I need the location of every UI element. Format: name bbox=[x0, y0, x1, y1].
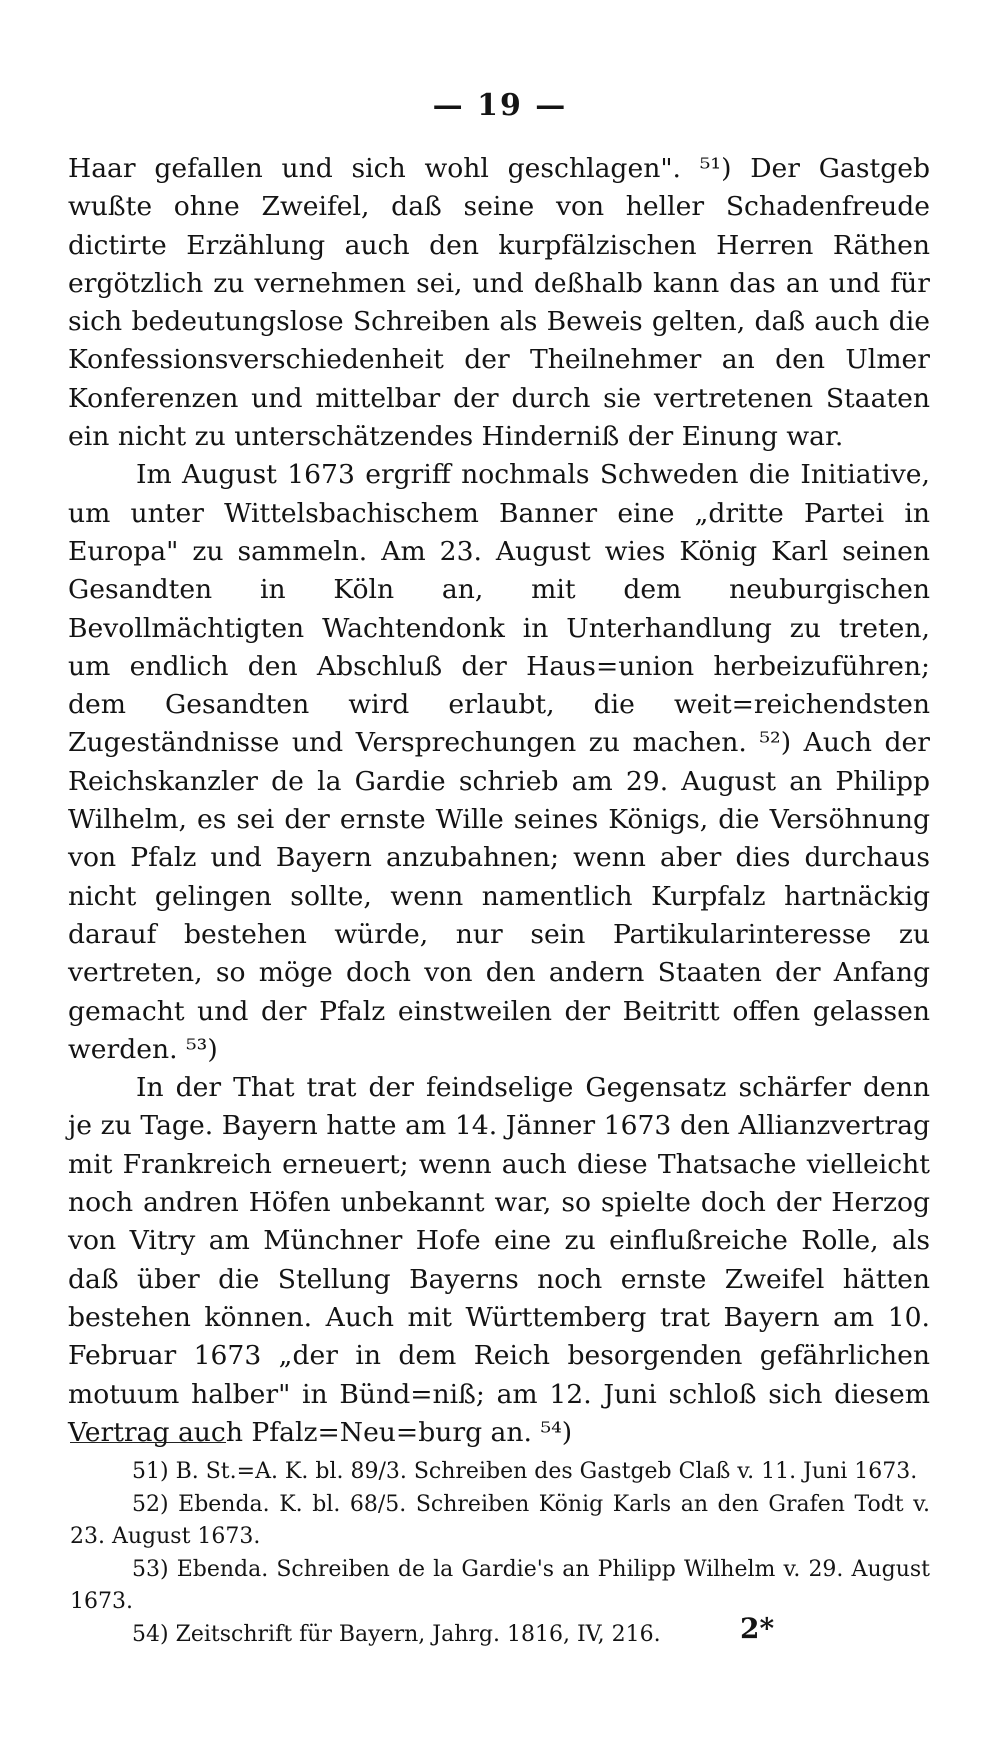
footnote-53: 53) Ebenda. Schreiben de la Gardie's an Philipp Wilhelm v. 29. August 1673. bbox=[70, 1556, 930, 1614]
footnote-divider bbox=[70, 1442, 226, 1443]
paragraph-1: Haar gefallen und sich wohl geschlagen". ⁵¹) Der Gastgeb wußte ohne Zweifel, daß seine von heller Schadenfreude dictirte Erzählung auch den kurpfälzischen Herren Räthen ergötzlich zu vernehmen sei, und deßhalb kann das an und für sich bedeutungslose Schreiben als Beweis gelten, daß auch die Konfessionsverschiedenheit der Theilnehmer an den Ulmer Konferenzen und mittelbar der durch sie vertretenen Staaten ein nicht zu unterschätzendes Hinderniß der Einung war. bbox=[68, 153, 930, 453]
footnotes bbox=[70, 1456, 930, 1651]
paragraph-3: In der That trat der feindselige Gegensatz schärfer denn je zu Tage. Bayern hatte am 14. Jänner 1673 den Allianzvertrag mit Frankreich erneuert; wenn auch diese Thatsache vielleicht noch andren Höfen unbekannt war, so spielte doch der Herzog von Vitry am Münchner Hofe eine zu einflußreiche Rolle, als daß über die Stellung Bayerns noch ernste Zweifel hätten bestehen können. Auch mit Württemberg trat Bayern am 10. Februar 1673 „der in dem Reich besorgenden gefährlichen motuum halber" in Bünd=niß; am 12. Juni schloß sich diesem Vertrag auch Pfalz=Neu=burg an. ⁵⁴) bbox=[68, 1072, 930, 1448]
footnote-51: 51) B. St.=A. K. bl. 89/3. Schreiben des Gastgeb Claß v. 11. Juni 1673. bbox=[132, 1459, 918, 1484]
body-text bbox=[68, 150, 930, 1452]
sheet-signature: 2* bbox=[740, 1612, 775, 1645]
paragraph-2: Im August 1673 ergriff nochmals Schweden die Initiative, um unter Wittelsbachischem Banner eine „dritte Partei in Europa" zu sammeln. Am 23. August wies König Karl seinen Gesandten in Köln an, mit dem neuburgischen Bevollmächtigten Wachtendonk in Unterhandlung zu treten, um endlich den Abschluß der Haus=union herbeizuführen; dem Gesandten wird erlaubt, die weit=reichendsten Zugeständnisse und Versprechungen zu machen. ⁵²) Auch der Reichskanzler de la Gardie schrieb am 29. August an Philipp Wilhelm, es sei der ernste Wille seines Königs, die Versöhnung von Pfalz und Bayern anzubahnen; wenn aber dies durchaus nicht gelingen sollte, wenn namentlich Kurpfalz hartnäckig darauf bestehen würde, nur sein Partikularinteresse zu vertreten, so möge doch von den andern Staaten der Anfang gemacht und der Pfalz einstweilen der Beitritt offen gelassen werden. ⁵³) bbox=[68, 459, 930, 1065]
page-number: — 19 — bbox=[432, 88, 568, 123]
footnote-54: 54) Zeitschrift für Bayern, Jahrg. 1816, IV, 216. bbox=[132, 1621, 661, 1647]
footnote-52: 52) Ebenda. K. bl. 68/5. Schreiben König Karls an den Grafen Todt v. 23. August 1673. bbox=[70, 1491, 930, 1549]
